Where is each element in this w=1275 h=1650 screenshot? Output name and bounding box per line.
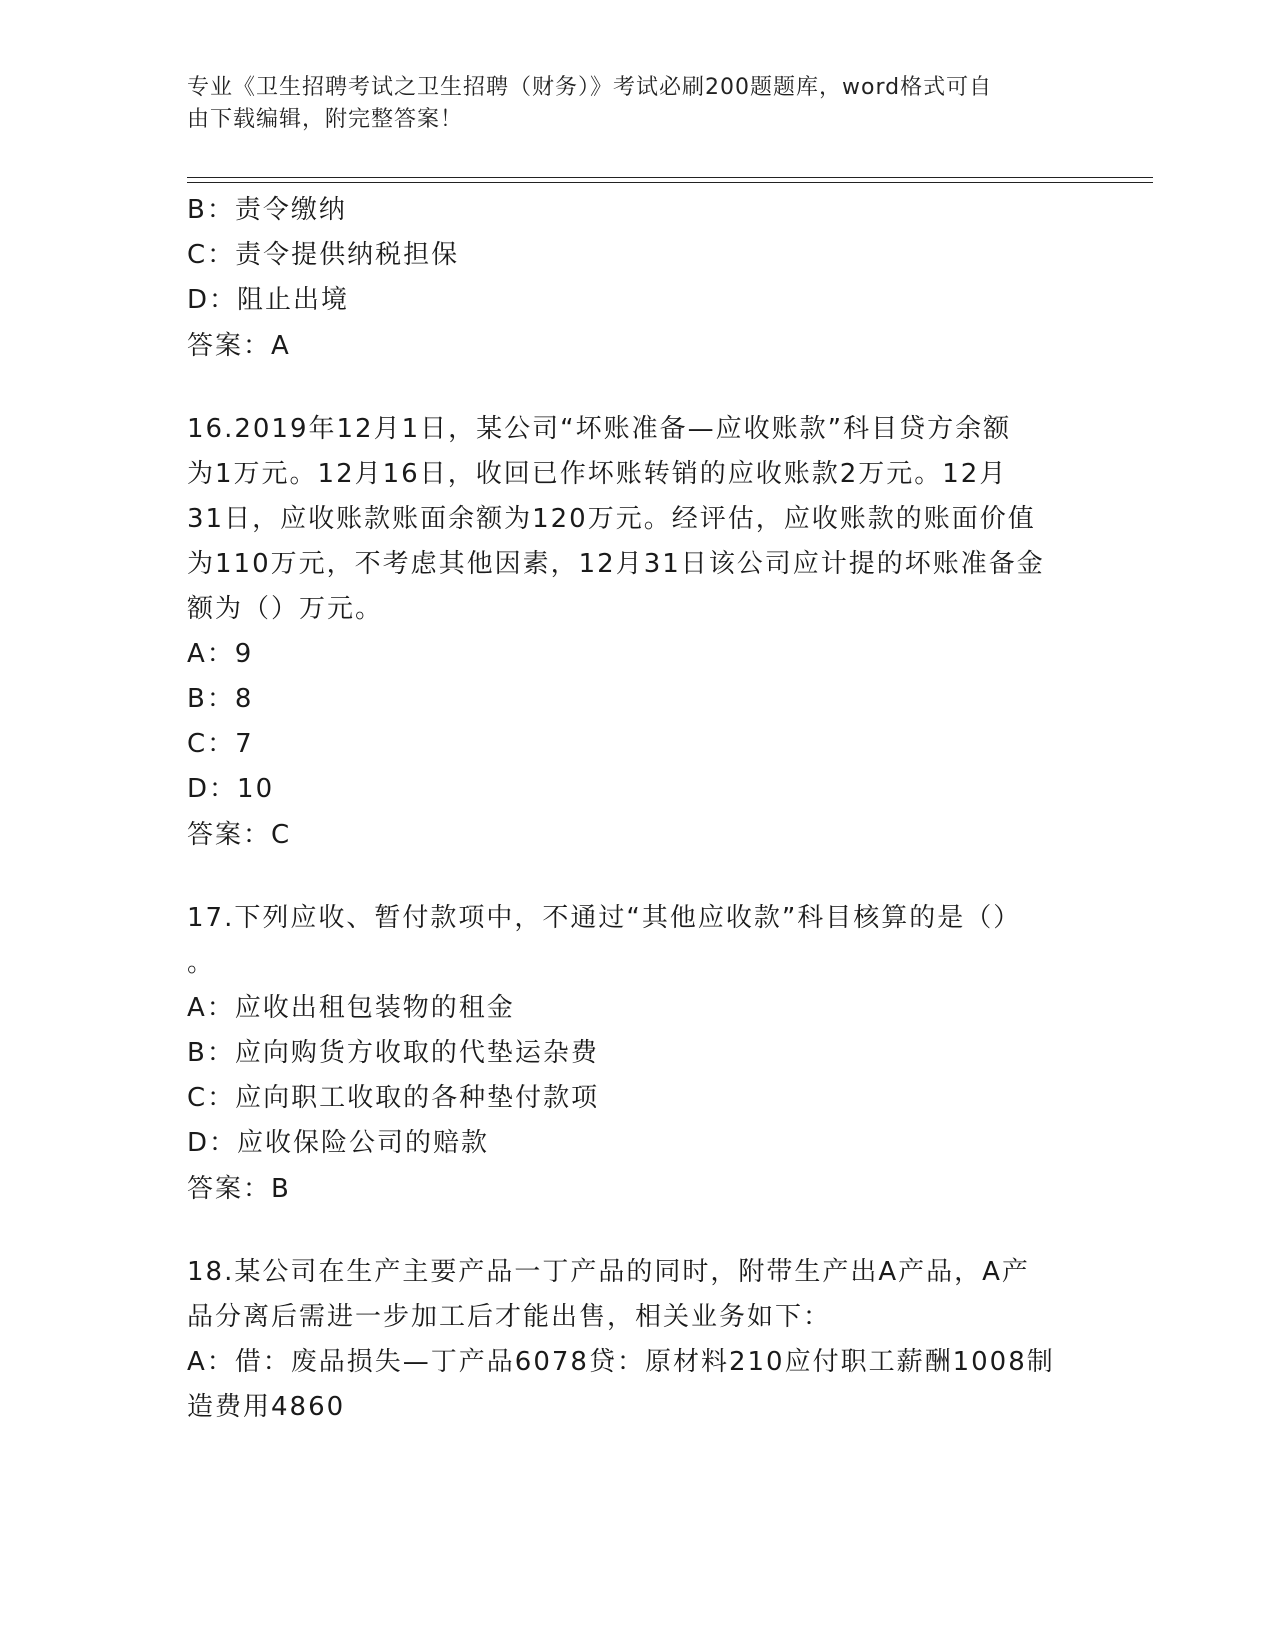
question-17 xyxy=(187,896,1087,1212)
stem-line: 额为（）万元。 xyxy=(187,594,384,624)
option-d: D：应收保险公司的赔款 xyxy=(187,1128,490,1158)
option-c: C：责令提供纳税担保 xyxy=(187,240,460,270)
header-line-1: 专业《卫生招聘考试之卫生招聘（财务）》考试必刷200题题库，word格式可自 xyxy=(187,75,993,100)
option-a-line: A：借：废品损失—丁产品6078贷：原材料210应付职工薪酬1008制 xyxy=(187,1347,1055,1377)
answer: 答案：A xyxy=(187,331,291,361)
stem-line: 17.下列应收、暂付款项中，不通过“其他应收款”科目核算的是（） xyxy=(187,903,1022,933)
option-b: B：8 xyxy=(187,684,254,714)
header-line-2: 由下载编辑，附完整答案！ xyxy=(187,107,464,132)
spacer xyxy=(187,1212,1087,1250)
answer: 答案：B xyxy=(187,1174,291,1204)
option-d: D：阻止出境 xyxy=(187,285,350,315)
answer: 答案：C xyxy=(187,820,292,850)
stem-line: 16.2019年12月1日，某公司“坏账准备—应收账款”科目贷方余额 xyxy=(187,414,1012,444)
option-b: B：责令缴纳 xyxy=(187,195,347,225)
spacer xyxy=(187,369,1087,407)
spacer xyxy=(187,858,1087,896)
option-c: C：7 xyxy=(187,729,254,759)
option-a-line: 造费用4860 xyxy=(187,1392,346,1422)
option-c: C：应向职工收取的各种垫付款项 xyxy=(187,1083,600,1113)
question-15-tail xyxy=(187,188,1087,369)
stem-line: 18.某公司在生产主要产品一丁产品的同时，附带生产出A产品，A产 xyxy=(187,1257,1030,1287)
stem-line: 为1万元。12月16日，收回已作坏账转销的应收账款2万元。12月 xyxy=(187,459,1008,489)
option-d: D：10 xyxy=(187,774,275,804)
header-rule-bottom xyxy=(187,182,1153,183)
document-header xyxy=(187,72,1067,136)
header-rule-top xyxy=(187,177,1153,178)
option-a xyxy=(187,1340,1087,1430)
question-18 xyxy=(187,1250,1087,1430)
question-content xyxy=(187,188,1087,1430)
option-b: B：应向购货方收取的代垫运杂费 xyxy=(187,1038,599,1068)
stem-line: 为110万元，不考虑其他因素，12月31日该公司应计提的坏账准备金 xyxy=(187,549,1045,579)
stem-line: 品分离后需进一步加工后才能出售，相关业务如下： xyxy=(187,1302,832,1332)
question-stem xyxy=(187,407,1087,632)
option-a: A：9 xyxy=(187,639,254,669)
stem-line: 31日，应收账款账面余额为120万元。经评估，应收账款的账面价值 xyxy=(187,504,1036,534)
question-stem xyxy=(187,896,1087,986)
option-a: A：应收出租包装物的租金 xyxy=(187,993,515,1023)
question-stem xyxy=(187,1250,1087,1340)
stem-line: 。 xyxy=(187,948,216,978)
question-16 xyxy=(187,407,1087,858)
